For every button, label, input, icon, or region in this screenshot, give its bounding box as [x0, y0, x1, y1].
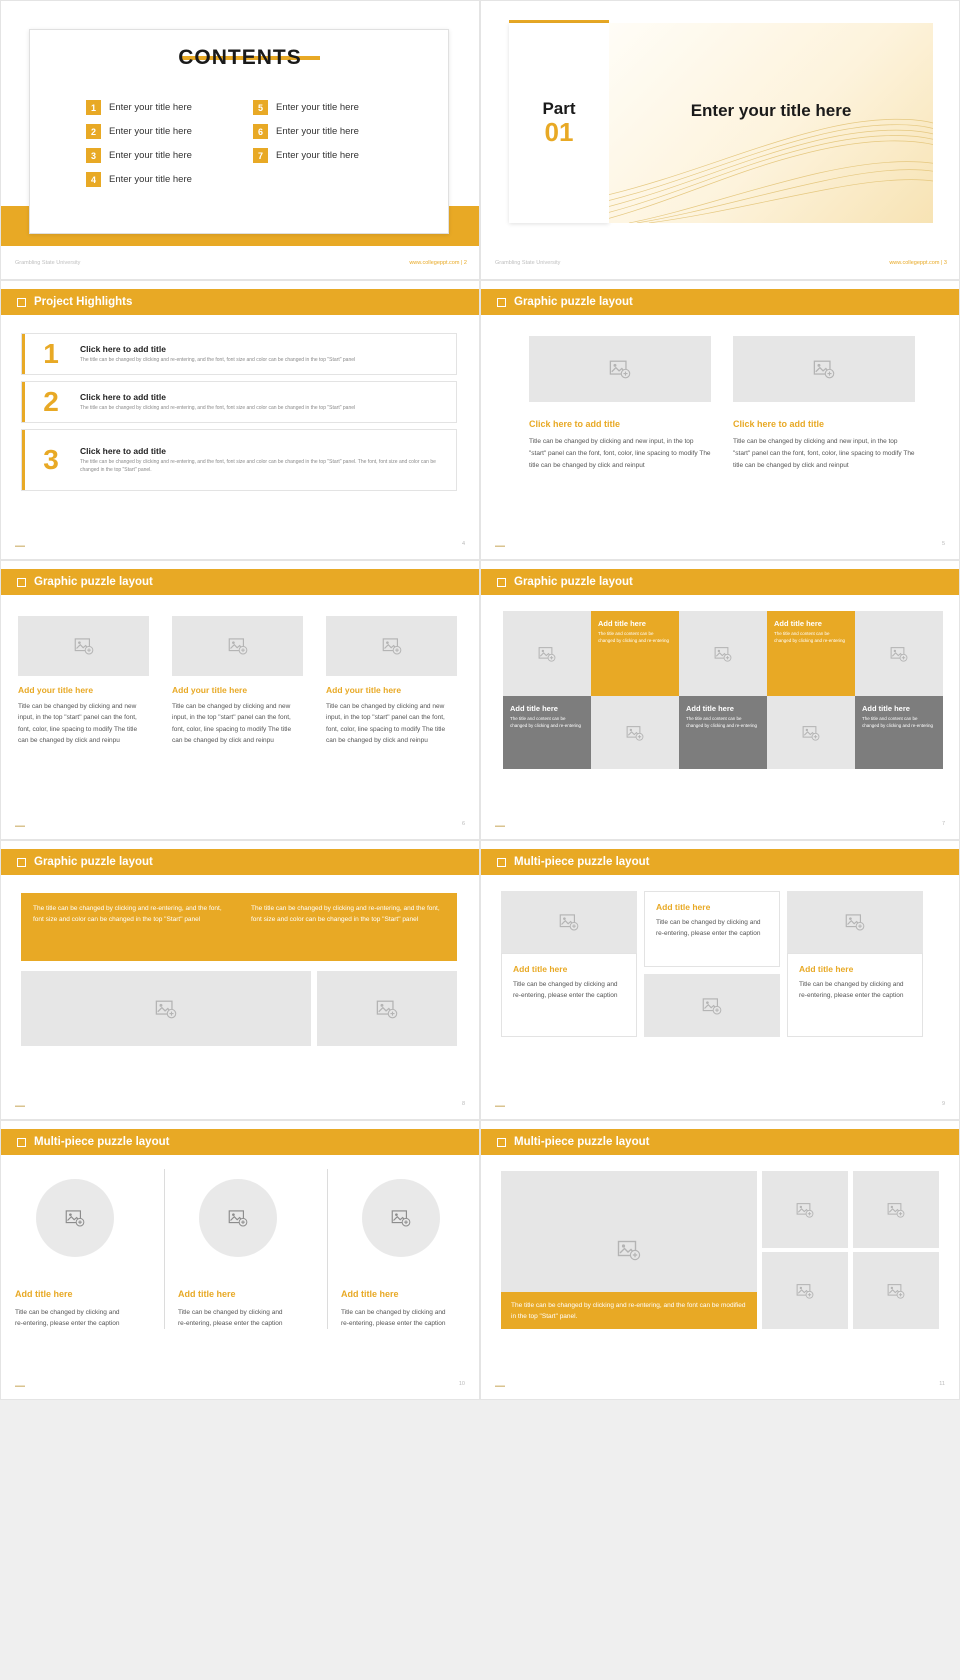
image-placeholder[interactable] [679, 611, 767, 696]
column-title: Click here to add title [733, 419, 825, 429]
highlight-row[interactable] [21, 381, 457, 423]
image-placeholder[interactable] [21, 971, 311, 1046]
column-title: Add your title here [326, 685, 402, 695]
image-icon [382, 636, 402, 656]
box-body: Title can be changed by clicking and re-entering, please enter the caption [799, 981, 904, 1000]
footer-logo: ▬▬ [495, 543, 505, 549]
image-icon [813, 358, 835, 380]
list-item[interactable] [253, 100, 398, 115]
image-icon [74, 636, 94, 656]
header-title: Project Highlights [34, 296, 133, 308]
image-placeholder[interactable] [855, 611, 943, 696]
slide-header [1, 849, 480, 875]
image-placeholder[interactable] [762, 1171, 848, 1248]
list-label: Enter your title here [276, 126, 359, 137]
row-text [80, 344, 365, 365]
image-placeholder[interactable] [853, 1171, 939, 1248]
image-placeholder[interactable] [18, 616, 149, 676]
footer-url: www.collegeppt.com | 2 [409, 259, 467, 266]
image-icon [376, 998, 398, 1020]
caption-box[interactable] [501, 953, 637, 1037]
footer-logo: ▬▬ [15, 823, 25, 829]
header-title: Graphic puzzle layout [514, 296, 633, 308]
image-placeholder[interactable] [362, 1179, 440, 1257]
highlight-row[interactable] [21, 429, 457, 491]
list-item[interactable] [86, 124, 231, 139]
mosaic-tile[interactable] [855, 696, 943, 769]
contents-column-left [86, 100, 231, 196]
contents-column-right [253, 100, 398, 196]
caption-box[interactable] [787, 953, 923, 1037]
column-body: Title can be changed by clicking and new input, in the top "start" panel can the font, font, color, line spacing to modify The title can be changed by click and reinput [733, 438, 915, 470]
column-title: Add title here [178, 1289, 236, 1299]
header-title: Multi-piece puzzle layout [34, 1136, 170, 1148]
tile-body: The title and content can be changed by clicking and re-entering [510, 716, 582, 728]
box-title: Add title here [656, 902, 711, 912]
column-title: Add your title here [18, 685, 94, 695]
image-placeholder[interactable] [591, 696, 679, 769]
row-number: 3 [43, 444, 59, 475]
tile-body: The title and content can be changed by clicking and re-entering [598, 631, 670, 643]
row-text [80, 392, 365, 413]
part-label-card [509, 23, 609, 223]
slide-header [1, 1129, 480, 1155]
page-number: 10 [458, 1381, 465, 1387]
tile-body: The title and content can be changed by clicking and re-entering [774, 631, 846, 643]
caption-band[interactable]: The title can be changed by clicking and re-entering, and the font can be modified in the top "Start" panel. [501, 1292, 757, 1329]
row-text [80, 446, 456, 474]
column-body: Title can be changed by clicking and new input, in the top "start" panel can the font, font, color, line spacing to modify The title can be changed by click and reinpu [326, 703, 446, 745]
list-item[interactable] [86, 100, 231, 115]
image-icon [228, 1208, 248, 1228]
box-title: Add title here [799, 964, 854, 974]
footer-university: Grambling State University [15, 259, 81, 266]
footer-logo: ▬▬ [495, 1383, 505, 1389]
slide-multi-piece-a[interactable] [480, 840, 960, 1120]
list-label: Enter your title here [276, 102, 359, 113]
slide-graphic-puzzle-2up[interactable] [480, 280, 960, 560]
caption-box[interactable] [644, 891, 780, 967]
slide-header [481, 1129, 960, 1155]
mosaic-tile[interactable] [503, 696, 591, 769]
list-label: Enter your title here [276, 150, 359, 161]
image-icon [802, 724, 820, 742]
column-body: Title can be changed by clicking and new input, in the top "start" panel can the font, font, color, line spacing to modify The title can be changed by click and reinpu [18, 703, 138, 745]
page-number: 4 [461, 541, 465, 547]
row-title: Click here to add title [80, 446, 166, 456]
row-body: The title can be changed by clicking and re-entering, and the font, font size and color can be changed in the top "Start" panel [80, 404, 356, 411]
swirl-decoration [609, 103, 933, 223]
text-band[interactable]: The title can be changed by clicking and re-entering, and the font, font size and color can be changed in the top "Start" panel [21, 893, 239, 961]
square-bullet-icon [17, 578, 26, 587]
slide-header [481, 569, 960, 595]
image-placeholder[interactable] [172, 616, 303, 676]
image-icon [538, 645, 556, 663]
column-title: Add your title here [172, 685, 248, 695]
slide-graphic-puzzle-mosaic[interactable] [480, 560, 960, 840]
image-placeholder[interactable] [199, 1179, 277, 1257]
column-body: Title can be changed by clicking and new input, in the top "start" panel can the font, font, color, line spacing to modify The title can be changed by click and reinpu [172, 703, 292, 745]
list-label: Enter your title here [109, 102, 192, 113]
footer-logo: ▬▬ [15, 1383, 25, 1389]
slide-footer [1, 246, 480, 279]
image-icon [559, 912, 579, 932]
header-title: Graphic puzzle layout [34, 576, 153, 588]
image-placeholder[interactable] [767, 696, 855, 769]
part-word: Part [542, 99, 576, 119]
column-body: Title can be changed by clicking and new input, in the top "start" panel can the font, font, color, line spacing to modify The title can be changed by click and reinput [529, 438, 711, 470]
image-placeholder[interactable] [36, 1179, 114, 1257]
image-icon [796, 1201, 814, 1219]
image-placeholder[interactable] [853, 1252, 939, 1329]
part-title: Enter your title here [690, 101, 852, 120]
page-number: 6 [461, 821, 465, 827]
square-bullet-icon [497, 298, 506, 307]
list-item[interactable] [253, 124, 398, 139]
footer-logo: ▬▬ [15, 1103, 25, 1109]
image-icon [796, 1282, 814, 1300]
column-body: Title can be changed by clicking and re-entering, please enter the caption [178, 1309, 283, 1328]
image-icon [155, 998, 177, 1020]
text-band[interactable]: The title can be changed by clicking and re-entering, and the font, font size and color can be changed in the top "Start" panel [239, 893, 457, 961]
mosaic-tile[interactable] [591, 611, 679, 696]
slide-graphic-puzzle-3up[interactable] [0, 560, 480, 840]
image-icon [228, 636, 248, 656]
slide-project-highlights[interactable] [0, 280, 480, 560]
column-title: Add title here [341, 1289, 399, 1299]
tile-body: The title and content can be changed by clicking and re-entering [862, 716, 934, 728]
list-number: 2 [86, 124, 101, 139]
footer-url: www.collegeppt.com | 3 [889, 259, 947, 266]
list-number: 1 [86, 100, 101, 115]
column-body: Title can be changed by clicking and re-entering, please enter the caption [341, 1309, 446, 1328]
slide-part-divider[interactable] [480, 0, 960, 280]
image-placeholder[interactable] [762, 1252, 848, 1329]
image-placeholder[interactable] [326, 616, 457, 676]
square-bullet-icon [497, 578, 506, 587]
footer-university: Grambling State University [495, 259, 561, 266]
slide-multi-piece-grid[interactable] [480, 1120, 960, 1400]
page-number: 9 [941, 1101, 945, 1107]
contents-columns [86, 100, 398, 196]
image-icon [714, 645, 732, 663]
list-label: Enter your title here [109, 126, 192, 137]
image-icon [617, 1238, 641, 1262]
row-body: The title can be changed by clicking and re-entering, and the font, font size and color can be changed in the top "Start" panel [80, 356, 356, 363]
mosaic-tile[interactable] [767, 611, 855, 696]
column-title: Click here to add title [529, 419, 621, 429]
list-item[interactable] [86, 172, 231, 187]
tile-title: Add title here [510, 704, 558, 713]
slide-header [481, 289, 960, 315]
contents-title: CONTENTS [178, 46, 302, 69]
slide-header [481, 849, 960, 875]
slide-multi-piece-circles[interactable] [0, 1120, 480, 1400]
image-icon [890, 645, 908, 663]
image-icon [702, 996, 722, 1016]
square-bullet-icon [17, 298, 26, 307]
square-bullet-icon [17, 858, 26, 867]
list-number: 4 [86, 172, 101, 187]
page-number: 5 [941, 541, 945, 547]
image-icon [887, 1282, 905, 1300]
tile-title: Add title here [686, 704, 734, 713]
list-number: 3 [86, 148, 101, 163]
slide-header [1, 289, 480, 315]
divider [327, 1169, 328, 1329]
header-title: Multi-piece puzzle layout [514, 1136, 650, 1148]
row-number: 1 [43, 338, 59, 369]
part-hero [609, 23, 933, 223]
footer-logo: ▬▬ [15, 543, 25, 549]
image-icon [887, 1201, 905, 1219]
tile-title: Add title here [598, 619, 646, 628]
list-label: Enter your title here [109, 150, 192, 161]
mosaic-tile[interactable] [679, 696, 767, 769]
box-title: Add title here [513, 964, 568, 974]
square-bullet-icon [497, 1138, 506, 1147]
header-title: Graphic puzzle layout [34, 856, 153, 868]
highlight-row[interactable] [21, 333, 457, 375]
image-icon [845, 912, 865, 932]
contents-card [29, 29, 449, 234]
divider [164, 1169, 165, 1329]
image-icon [391, 1208, 411, 1228]
slide-contents[interactable] [0, 0, 480, 280]
box-body: Title can be changed by clicking and re-entering, please enter the caption [513, 981, 618, 1000]
part-number: 01 [544, 117, 574, 148]
slide-graphic-puzzle-bands[interactable] [0, 840, 480, 1120]
image-placeholder[interactable] [503, 611, 591, 696]
tile-title: Add title here [774, 619, 822, 628]
row-title: Click here to add title [80, 343, 166, 354]
image-placeholder[interactable] [787, 891, 923, 953]
row-body: The title can be changed by clicking and re-entering, and the font, font size and color can be changed in the top "Start" panel. The font, font size and color can be changed in the top "Start" panel. [80, 459, 436, 473]
list-number: 6 [253, 124, 268, 139]
square-bullet-icon [17, 1138, 26, 1147]
page-number: 8 [461, 1101, 465, 1107]
list-item[interactable] [253, 148, 398, 163]
slide-header [1, 569, 480, 595]
list-number: 7 [253, 148, 268, 163]
tile-title: Add title here [862, 704, 910, 713]
page-number: 11 [939, 1381, 945, 1387]
image-icon [626, 724, 644, 742]
image-placeholder[interactable] [501, 891, 637, 953]
image-placeholder[interactable] [644, 974, 780, 1037]
slide-footer [481, 246, 960, 279]
row-title: Click here to add title [80, 391, 166, 402]
list-number: 5 [253, 100, 268, 115]
tile-body: The title and content can be changed by clicking and re-entering [686, 716, 758, 728]
square-bullet-icon [497, 858, 506, 867]
box-body: Title can be changed by clicking and re-entering, please enter the caption [656, 919, 761, 938]
footer-logo: ▬▬ [495, 1103, 505, 1109]
list-label: Enter your title here [109, 174, 192, 185]
image-icon [609, 358, 631, 380]
column-title: Add title here [15, 1289, 73, 1299]
header-title: Graphic puzzle layout [514, 576, 633, 588]
image-placeholder[interactable] [529, 336, 711, 402]
image-icon [65, 1208, 85, 1228]
list-item[interactable] [86, 148, 231, 163]
header-title: Multi-piece puzzle layout [514, 856, 650, 868]
row-number: 2 [43, 386, 59, 417]
column-body: Title can be changed by clicking and re-entering, please enter the caption [15, 1309, 120, 1328]
image-placeholder[interactable] [317, 971, 457, 1046]
footer-logo: ▬▬ [495, 823, 505, 829]
page-number: 7 [941, 821, 945, 827]
image-placeholder[interactable] [733, 336, 915, 402]
